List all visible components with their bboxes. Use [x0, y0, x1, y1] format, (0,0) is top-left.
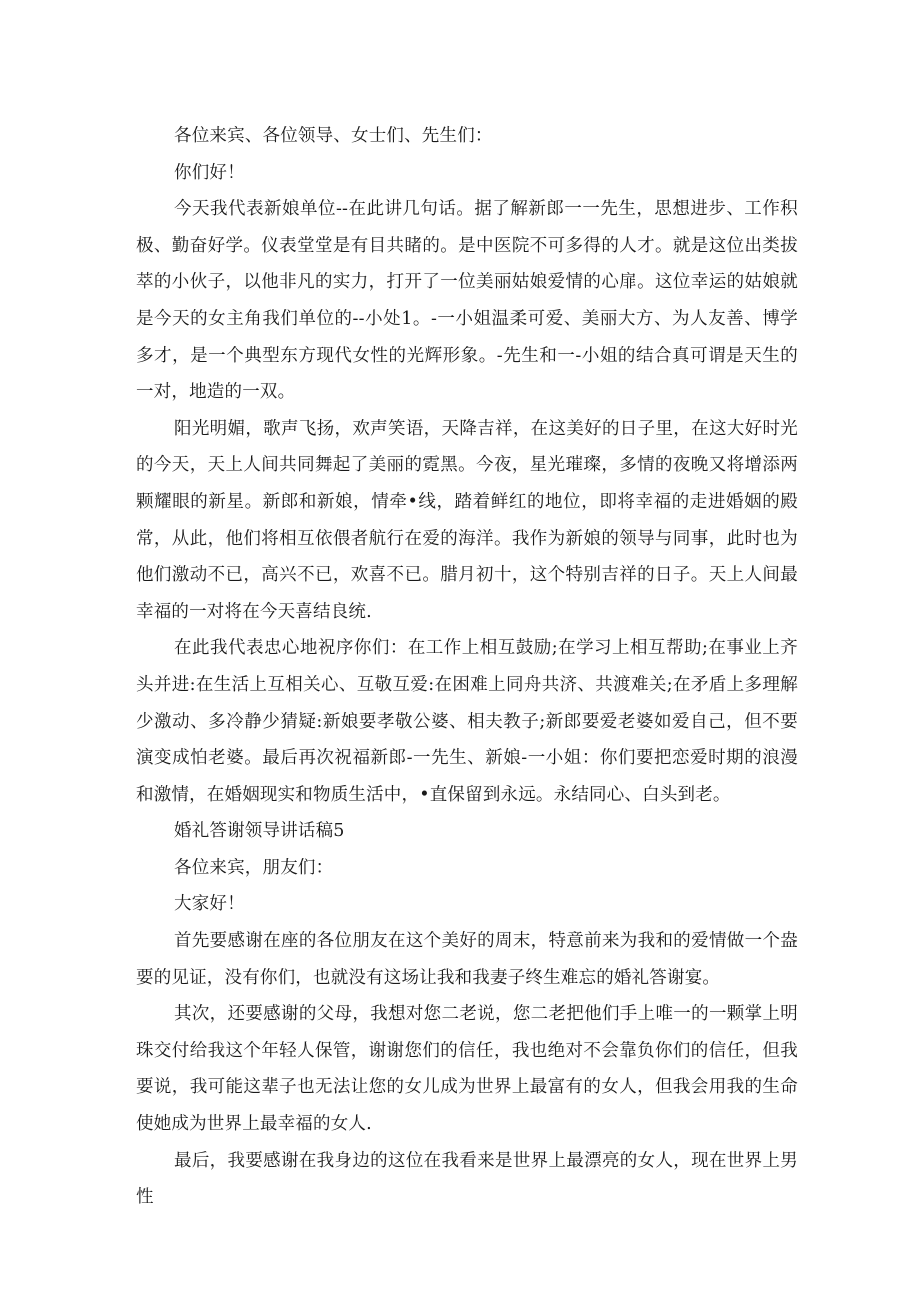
salutation: 各位来宾、各位领导、女士们、先生们： [174, 126, 493, 146]
greeting-2: 大家好！ [174, 894, 245, 915]
paragraph-thanks-parents: 其次，还要感谢的父母，我想对您二老说，您二老把他们手上唯一的一颗掌上明珠交付给我这个年轻人保管，谢谢您们的信任，我也绝对不会靠负你们的信任，但我要说，我可能这辈子也无法让您的女儿成为世界上最富有的女人，但我会用我的生命使她成为世界上最幸福的女人. [136, 1004, 798, 1135]
salutation-2: 各位来宾，朋友们： [174, 857, 334, 878]
section-heading: 婚礼答谢领导讲话稿5 [174, 821, 345, 842]
greeting: 你们好！ [174, 162, 245, 183]
document-body [136, 118, 798, 1216]
paragraph-thanks-friends: 首先要感谢在座的各位朋友在这个美好的周末，特意前来为我和的爱情做一个盎要的见证，没有你们，也就没有这场让我和我妻子终生难忘的婚礼答谢宴。 [136, 931, 798, 988]
paragraph-celebration: 阳光明媚，歌声飞扬，欢声笑语，天降吉祥，在这美好的日子里，在这大好时光的今天，天上人间共同舞起了美丽的霓黑。今夜，星光璀璨，多情的夜晚又将增添两颗耀眼的新星。新郎和新娘，情牵•线，踏着鲜红的地位，即将幸福的走进婚姻的殿常，从此，他们将相互依偎者航行在爱的海洋。我作为新娘的领导与同事，此时也为他们激动不已，高兴不已，欢喜不已。腊月初十，这个特别吉祥的日子。天上人间最幸福的一对将在今天喜结良统. [136, 418, 798, 622]
paragraph-introduction: 今天我代表新娘单位--在此讲几句话。据了解新郎一一先生，思想进步、工作积极、勤奋好学。仪表堂堂是有目共睹的。是中医院不可多得的人才。就是这位出类拔萃的小伙子，以他非凡的实力，打开了一位美丽姑娘爱情的心扉。这位幸运的姑娘就是今天的女主角我们单位的--小处1。-一小姐温柔可爱、美丽大方、为人友善、博学多才，是一个典型东方现代女性的光辉形象。-先生和一-小姐的结合真可谓是天生的一对，地造的一双。 [136, 199, 798, 403]
paragraph-thanks-wife: 最后，我要感谢在我身边的这位在我看来是世界上最漂亮的女人，现在世界上男性 [136, 1150, 798, 1208]
paragraph-blessings: 在此我代表忠心地祝序你们：在工作上相互鼓励;在学习上相互帮助;在事业上齐头并进:在生活上互相关心、互敬互爱:在困难上同舟共济、共渡难关;在矛盾上多理解少激动、多冷静少猜疑:新娘要孝敬公婆、相夫教子;新郎要爱老婆如爱自己，但不要演变成怕老婆。最后再次祝福新郎-一先生、新娘-一小姐：你们要把恋爱时期的浪漫和激情，在婚姻现实和物质生活中，•直保留到永远。永结同心、白头到老。 [136, 638, 798, 805]
